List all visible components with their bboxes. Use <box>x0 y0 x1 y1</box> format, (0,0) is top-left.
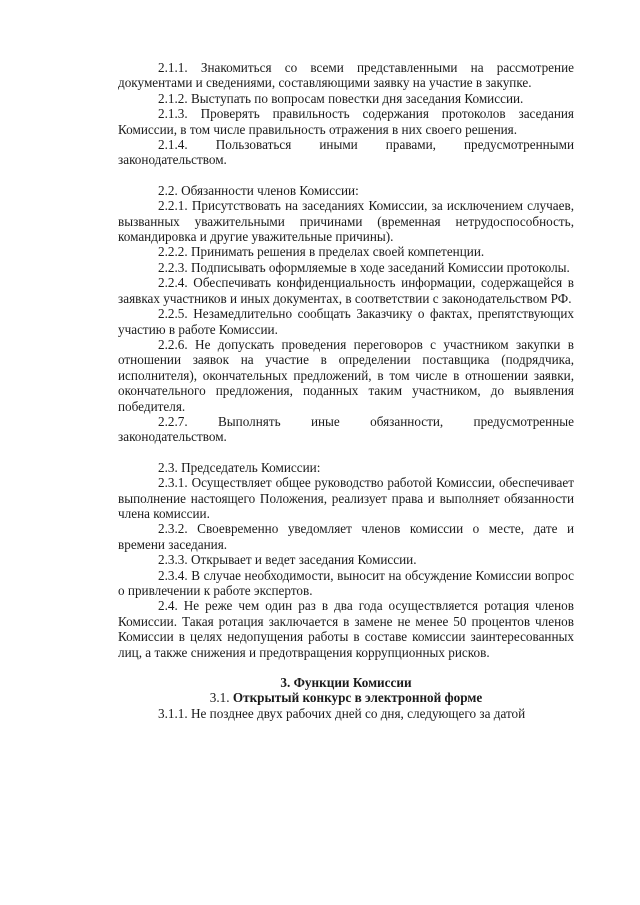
paragraph-2-2-6: 2.2.6. Не допускать проведения переговоров с участником закупки в отношении заявок на участие в определении поставщика (подрядчика, исполнителя), окончательных предложений, в том числе в отношении заявки, окончательного предложения, поданных таким участником, до выявления победителя. <box>118 336 574 414</box>
subsection-title: Открытый конкурс в электронной форме <box>232 690 483 706</box>
spacer <box>118 168 574 183</box>
paragraph-2-3-4: 2.3.4. В случае необходимости, выносит на обсуждение Комиссии вопрос о привлечении к работе экспертов. <box>118 567 574 598</box>
paragraph-2-1-2: 2.1.2. Выступать по вопросам повестки дня заседания Комиссии. <box>158 90 524 106</box>
paragraph-2-2: 2.2. Обязанности членов Комиссии: <box>158 182 359 198</box>
paragraph-2-3: 2.3. Председатель Комиссии: <box>158 459 321 475</box>
paragraph-2-1-3: 2.1.3. Проверять правильность содержания протоколов заседания Комиссии, в том числе правильность отражения в них своего решения. <box>118 106 574 137</box>
subsection-heading <box>118 690 574 705</box>
paragraph-2-1-1: 2.1.1. Знакомиться со всеми представленными на рассмотрение документами и сведениями, составляющими заявку на участие в закупке. <box>118 60 574 91</box>
subsection-number: 3.1. <box>209 690 230 706</box>
spacer <box>118 660 574 675</box>
paragraph-2-3-1: 2.3.1. Осуществляет общее руководство работой Комиссии, обеспечивает выполнение настоящего Положения, реализует права и выполняет обязанности члена комиссии. <box>118 475 574 521</box>
spacer <box>118 445 574 460</box>
paragraph-2-2-1: 2.2.1. Присутствовать на заседаниях Комиссии, за исключением случаев, вызванных уважительными причинами (временная нетрудоспособность, командировка и другие уважительные причины). <box>118 198 574 245</box>
paragraph-2-2-4: 2.2.4. Обеспечивать конфиденциальность информации, содержащейся в заявках участников и иных документах, в соответствии с законодательством РФ. <box>118 275 574 306</box>
paragraph-2-4: 2.4. Не реже чем один раз в два года осуществляется ротация членов Комиссии. Такая ротация заключается в замене не менее 50 процентов членов Комиссии в целях недопущения работы в составе комиссии заинтересованных лиц, а также снижения и предотвращения коррупционных рисков. <box>118 598 574 660</box>
section-heading: 3. Функции Комиссии <box>280 675 412 691</box>
paragraph-2-2-3: 2.2.3. Подписывать оформляемые в ходе заседаний Комиссии протоколы. <box>158 259 570 275</box>
paragraph-2-2-5: 2.2.5. Незамедлительно сообщать Заказчику о фактах, препятствующих участию в работе Комиссии. <box>118 306 574 337</box>
paragraph-2-2-2: 2.2.2. Принимать решения в пределах своей компетенции. <box>158 244 485 260</box>
paragraph-3-1-1: 3.1.1. Не позднее двух рабочих дней со дня, следующего за датой <box>158 705 526 721</box>
document-body <box>118 60 574 721</box>
paragraph-2-3-2: 2.3.2. Своевременно уведомляет членов комиссии о месте, дате и времени заседания. <box>118 521 574 552</box>
paragraph-2-1-4: 2.1.4. Пользоваться иными правами, предусмотренными законодательством. <box>118 137 574 168</box>
paragraph-2-2-7: 2.2.7. Выполнять иные обязанности, предусмотренные законодательством. <box>118 413 574 445</box>
paragraph-2-3-3: 2.3.3. Открывает и ведет заседания Комиссии. <box>158 552 417 568</box>
